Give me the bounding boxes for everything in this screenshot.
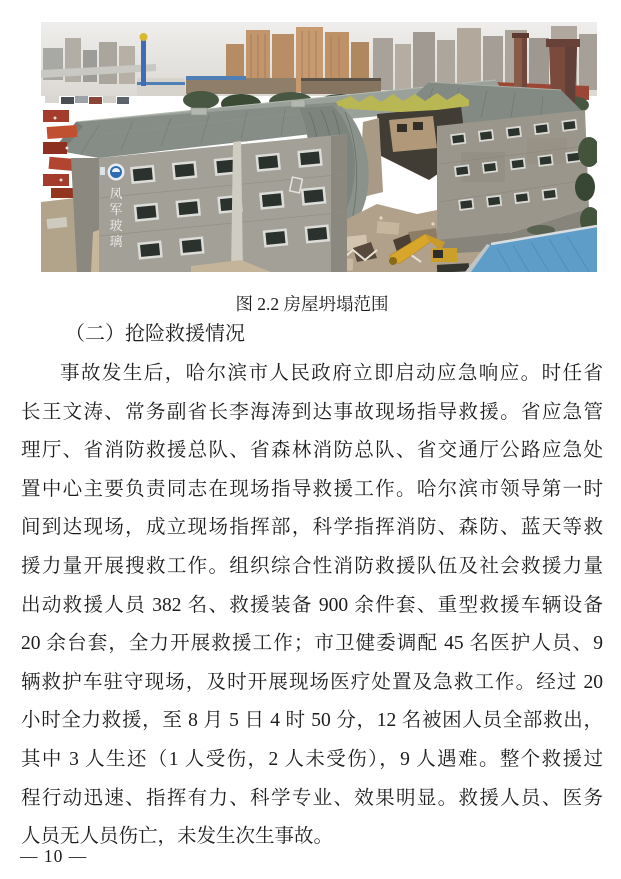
figure-caption: 图 2.2 房屋坍塌范围 — [235, 294, 389, 314]
paragraph-line: 理厅、省消防救援总队、省森林消防总队、省交通厅公路应急处 — [21, 440, 603, 462]
paragraph-line: 辆救护车驻守现场，及时开展现场医疗处置及急救工作。经过 20 — [21, 671, 603, 693]
paragraph-line: 长王文涛、常务副省长李海涛到达事故现场指导救援。省应急管 — [21, 401, 603, 423]
collapsed-building-photo — [41, 22, 597, 272]
paragraph-line: 小时全力救援，至 8 月 5 日 4 时 50 分，12 名被困人员全部救出， — [21, 710, 603, 732]
sign-char: 凤 — [109, 186, 123, 201]
paragraph-line: 人员无人员伤亡，未发生次生事故。 — [21, 826, 334, 848]
section-heading: （二）抢险救援情况 — [65, 323, 245, 345]
small-sign — [100, 167, 105, 175]
paragraph-line: 援力量开展搜救工作。组织综合性消防救援队伍及社会救援力量 — [21, 555, 603, 577]
sign-char: 玻 — [109, 218, 123, 233]
paragraph-line: 置中心主要负责同志在现场指导救援工作。哈尔滨市领导第一时 — [21, 478, 603, 500]
paragraph-line: 程行动迅速、指挥有力、科学专业、效果明显。救援人员、医务 — [21, 787, 603, 809]
sign-char: 璃 — [109, 234, 123, 249]
facade-pipe — [231, 141, 243, 272]
paragraph-line: 间到达现场，成立现场指挥部，科学指挥消防、森防、蓝天等救 — [21, 517, 603, 539]
paragraph-line: 20 余台套，全力开展救援工作；市卫健委调配 45 名医护人员、9 — [21, 633, 603, 655]
paragraph-line: 事故发生后，哈尔滨市人民政府立即启动应急响应。时任省 — [60, 363, 603, 384]
figure-2-2 — [41, 22, 597, 272]
sign-char: 军 — [109, 202, 123, 217]
red-machinery — [43, 110, 77, 198]
page-number: — 10 — — [20, 846, 88, 866]
paragraph-line: 其中 3 人生还（1 人受伤，2 人未受伤），9 人遇难。整个救援过 — [21, 748, 603, 770]
parked-cars — [45, 96, 129, 104]
paragraph-line: 出动救援人员 382 名、救援装备 900 余件套、重型救援车辆设备 — [21, 594, 603, 616]
left-wing-facade — [99, 134, 347, 272]
paragraph — [21, 355, 603, 857]
